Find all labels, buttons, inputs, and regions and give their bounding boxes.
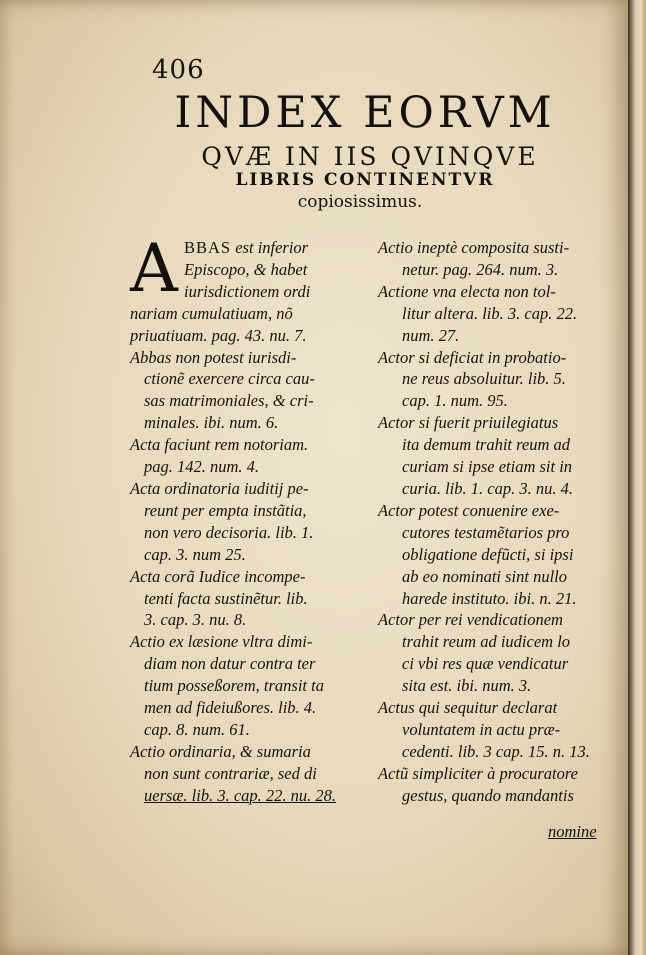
index-line: Actũ simpliciter à procuratore xyxy=(378,763,578,783)
index-line: nariam cumulatiuam, nõ xyxy=(130,303,293,323)
index-line: cedenti. lib. 3 cap. 15. n. 13. xyxy=(402,741,590,761)
index-title-line-1: INDEX EORVM xyxy=(174,88,556,138)
index-line: curiam si ipse etiam sit in xyxy=(402,457,573,477)
index-line: cap. 8. num. 61. xyxy=(144,719,250,739)
index-line: Actus qui sequitur declarat xyxy=(378,698,558,718)
index-line: curia. lib. 1. cap. 3. nu. 4. xyxy=(402,478,573,498)
index-line: non sunt contrariæ, sed di xyxy=(144,763,317,783)
index-line: non vero decisoria. lib. 1. xyxy=(144,522,314,542)
book-gutter xyxy=(628,0,646,955)
index-line: pag. 142. num. 4. xyxy=(144,457,260,477)
index-line: cap. 1. num. 95. xyxy=(402,391,508,411)
index-line: minales. ibi. num. 6. xyxy=(144,413,279,433)
index-line-rest: est inferior xyxy=(231,238,309,257)
index-line: sas matrimoniales, & cri- xyxy=(144,391,314,411)
index-line: 3. cap. 3. nu. 8. xyxy=(144,610,247,630)
index-line: obligatione defũcti, si ipsi xyxy=(402,544,574,564)
index-line: Acta corã Iudice incompe- xyxy=(130,566,306,586)
index-title-line-2: QVÆ IN IIS QVINQVE xyxy=(201,142,539,171)
index-line: ab eo nominati sint nullo xyxy=(402,566,567,586)
index-line-text xyxy=(184,238,308,257)
index-line: priuatiuam. pag. 43. nu. 7. xyxy=(130,325,307,345)
small-caps-text: BBAS xyxy=(184,238,232,257)
index-line: diam non datur contra ter xyxy=(144,654,316,674)
index-line: num. 27. xyxy=(402,325,460,345)
index-line: Actor si deficiat in probatio- xyxy=(378,347,567,367)
index-line: tenti facta sustinẽtur. lib. xyxy=(144,588,308,608)
index-line: Acta faciunt rem notoriam. xyxy=(130,435,309,455)
index-line: ctionẽ exercere circa cau- xyxy=(144,369,315,389)
index-line: sita est. ibi. num. 3. xyxy=(402,676,532,696)
index-line: voluntatem in actu præ- xyxy=(402,719,561,739)
index-line: men ad fideiußores. lib. 4. xyxy=(144,698,317,718)
index-line: ne reus absoluitur. lib. 5. xyxy=(402,369,566,389)
index-line: tium posseßorem, transit ta xyxy=(144,676,324,696)
index-title-line-3: LIBRIS CONTINENTVR xyxy=(235,170,495,190)
index-line: uersæ. lib. 3. cap. 22. nu. 28. xyxy=(144,785,337,805)
index-line: cap. 3. num 25. xyxy=(144,544,246,564)
drop-cap-letter: A xyxy=(130,230,178,307)
index-line-text: iurisdictionem ordi xyxy=(184,281,311,301)
index-line: litur altera. lib. 3. cap. 22. xyxy=(402,303,578,323)
index-line: Actio ordinaria, & sumaria xyxy=(130,741,311,761)
index-line: Actor potest conuenire exe- xyxy=(378,500,560,520)
index-line: Acta ordinatoria iuditij pe- xyxy=(130,478,309,498)
index-line: Actor si fuerit priuilegiatus xyxy=(378,413,559,433)
index-line: Actor per rei vendicationem xyxy=(378,610,563,630)
index-line-text: Episcopo, & habet xyxy=(184,259,308,279)
page-number: 406 xyxy=(152,55,205,85)
index-line: ita demum trahit reum ad xyxy=(402,435,571,455)
index-line: Abbas non potest iurisdi- xyxy=(130,347,297,367)
index-line: cutores testamẽtarios pro xyxy=(402,522,570,542)
index-column-right xyxy=(378,237,614,807)
index-title-line-4: copiosissimus. xyxy=(297,192,423,212)
drop-cap-entry xyxy=(130,230,368,307)
index-line: Actio ex læsione vltra dimi- xyxy=(130,632,313,652)
index-line: Actio ineptè composita susti- xyxy=(378,238,570,257)
index-line: trahit reum ad iudicem lo xyxy=(402,632,571,652)
index-line: harede instituto. ibi. n. 21. xyxy=(402,588,577,608)
catchword: nomine xyxy=(548,822,597,841)
index-column-left xyxy=(130,230,368,807)
index-line: netur. pag. 264. num. 3. xyxy=(402,259,559,279)
index-line: reunt per empta instãtia, xyxy=(144,500,307,520)
index-line: ci vbi res quæ vendicatur xyxy=(402,654,569,674)
index-line: Actione vna electa non tol- xyxy=(378,281,556,301)
index-line: gestus, quando mandantis xyxy=(402,785,574,805)
